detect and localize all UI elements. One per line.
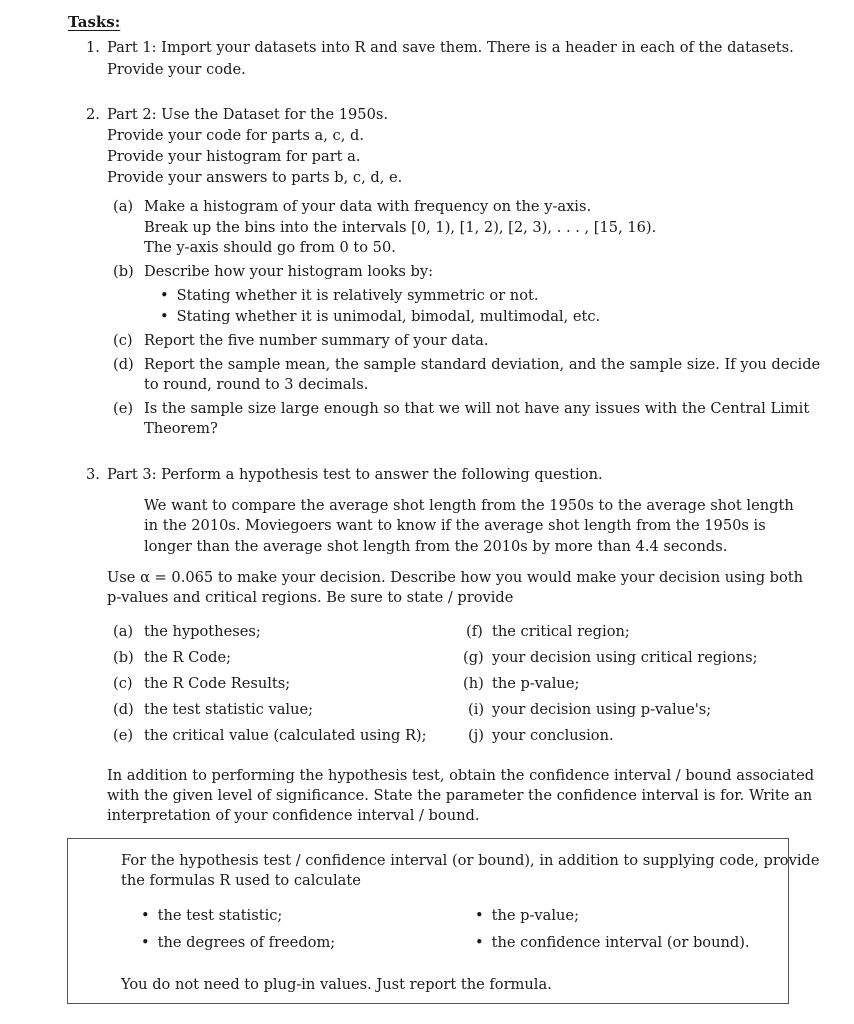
part2-b-bullet — [160, 286, 539, 306]
part2-b-line: Describe how your histogram looks by: — [144, 263, 434, 280]
part3-item-label: (g) — [463, 649, 484, 666]
part3-item-text: the R Code; — [144, 649, 232, 666]
part2-d-label: (d) — [113, 356, 134, 373]
part3-use-line1: Use α = 0.065 to make your decision. Describe how you would make your decision using both — [107, 569, 804, 586]
part3-item-text: your decision using p-value's; — [492, 701, 712, 718]
part2-number: 2. — [86, 106, 100, 123]
part3-use-line2: p-values and critical regions. Be sure to state / provide — [107, 589, 514, 606]
part3-addition-line: In addition to performing the hypothesis test, obtain the confidence interval / bound associated — [107, 767, 815, 784]
part3-item-label: (h) — [463, 675, 484, 692]
part2-a-line: The y-axis should go from 0 to 50. — [144, 239, 396, 256]
box-bullet — [141, 906, 282, 926]
bullet-text: Stating whether it is unimodal, bimodal, multimodal, etc. — [176, 308, 601, 325]
part2-a-line: Make a histogram of your data with frequency on the y-axis. — [144, 198, 592, 215]
part2-line: Provide your answers to parts b, c, d, e. — [107, 169, 403, 186]
part2-e-label: (e) — [113, 400, 134, 417]
bullet-text: the test statistic; — [157, 907, 283, 924]
part3-item-label: (i) — [468, 701, 485, 718]
part3-addition-line: with the given level of significance. State the parameter the confidence interval is for. Write an — [107, 787, 813, 804]
box-bullet — [475, 906, 579, 926]
part3-item-text: the p-value; — [492, 675, 580, 692]
part2-line: Part 2: Use the Dataset for the 1950s. — [107, 106, 388, 123]
part3-addition-line: interpretation of your confidence interval / bound. — [107, 807, 480, 824]
part3-item-label: (f) — [466, 623, 483, 640]
part1-number: 1. — [86, 39, 100, 56]
bullet-text: the degrees of freedom; — [157, 934, 336, 951]
part2-d-line2: to round, round to 3 decimals. — [144, 376, 369, 393]
part2-b-bullet — [160, 307, 600, 327]
part3-item-label: (j) — [468, 727, 484, 744]
part3-item-text: the R Code Results; — [144, 675, 291, 692]
part3-item-label: (c) — [113, 675, 133, 692]
part3-item-label: (b) — [113, 649, 134, 666]
part2-line: Provide your code for parts a, c, d. — [107, 127, 364, 144]
part3-number: 3. — [86, 466, 100, 483]
bullet-text: Stating whether it is relatively symmetric or not. — [176, 287, 539, 304]
box-bullet — [141, 933, 335, 953]
part2-e-line2: Theorem? — [144, 420, 218, 437]
part2-d-line1: Report the sample mean, the sample standard deviation, and the sample size. If you decide — [144, 356, 821, 373]
part2-line: Provide your histogram for part a. — [107, 148, 361, 165]
part1-line2: Provide your code. — [107, 61, 246, 78]
part2-a-label: (a) — [113, 198, 134, 215]
part2-c-line: Report the five number summary of your data. — [144, 332, 489, 349]
box-line1: For the hypothesis test / confidence interval (or bound), in addition to supplying code, provide — [121, 852, 820, 869]
part3-question-line: longer than the average shot length from the 2010s by more than 4.4 seconds. — [144, 538, 728, 555]
part1-line1: Part 1: Import your datasets into R and save them. There is a header in each of the datasets. — [107, 39, 794, 56]
part3-item-label: (e) — [113, 727, 134, 744]
part3-item-text: your decision using critical regions; — [492, 649, 758, 666]
part2-e-line1: Is the sample size large enough so that we will not have any issues with the Central Limit — [144, 400, 810, 417]
bullet-text: the p-value; — [491, 907, 579, 924]
box-footer: You do not need to plug-in values. Just report the formula. — [121, 976, 552, 993]
part3-item-text: the test statistic value; — [144, 701, 314, 718]
page-title: Tasks: — [68, 13, 121, 31]
part2-b-label: (b) — [113, 263, 134, 280]
box-line2: the formulas R used to calculate — [121, 872, 361, 889]
part3-item-text: the hypotheses; — [144, 623, 261, 640]
part3-question-line: We want to compare the average shot length from the 1950s to the average shot length — [144, 497, 794, 514]
part3-item-label: (a) — [113, 623, 134, 640]
bullet-text: the confidence interval (or bound). — [491, 934, 750, 951]
part3-item-text: your conclusion. — [492, 727, 614, 744]
box-bullet — [475, 933, 750, 953]
part2-a-line: Break up the bins into the intervals [0, 1), [1, 2), [2, 3), . . . , [15, 16). — [144, 219, 657, 236]
part3-item-label: (d) — [113, 701, 134, 718]
part3-item-text: the critical region; — [492, 623, 630, 640]
part3-question-line: in the 2010s. Moviegoers want to know if the average shot length from the 1950s is — [144, 517, 766, 534]
part3-line: Part 3: Perform a hypothesis test to answer the following question. — [107, 466, 603, 483]
part3-item-text: the critical value (calculated using R); — [144, 727, 427, 744]
part2-c-label: (c) — [113, 332, 133, 349]
